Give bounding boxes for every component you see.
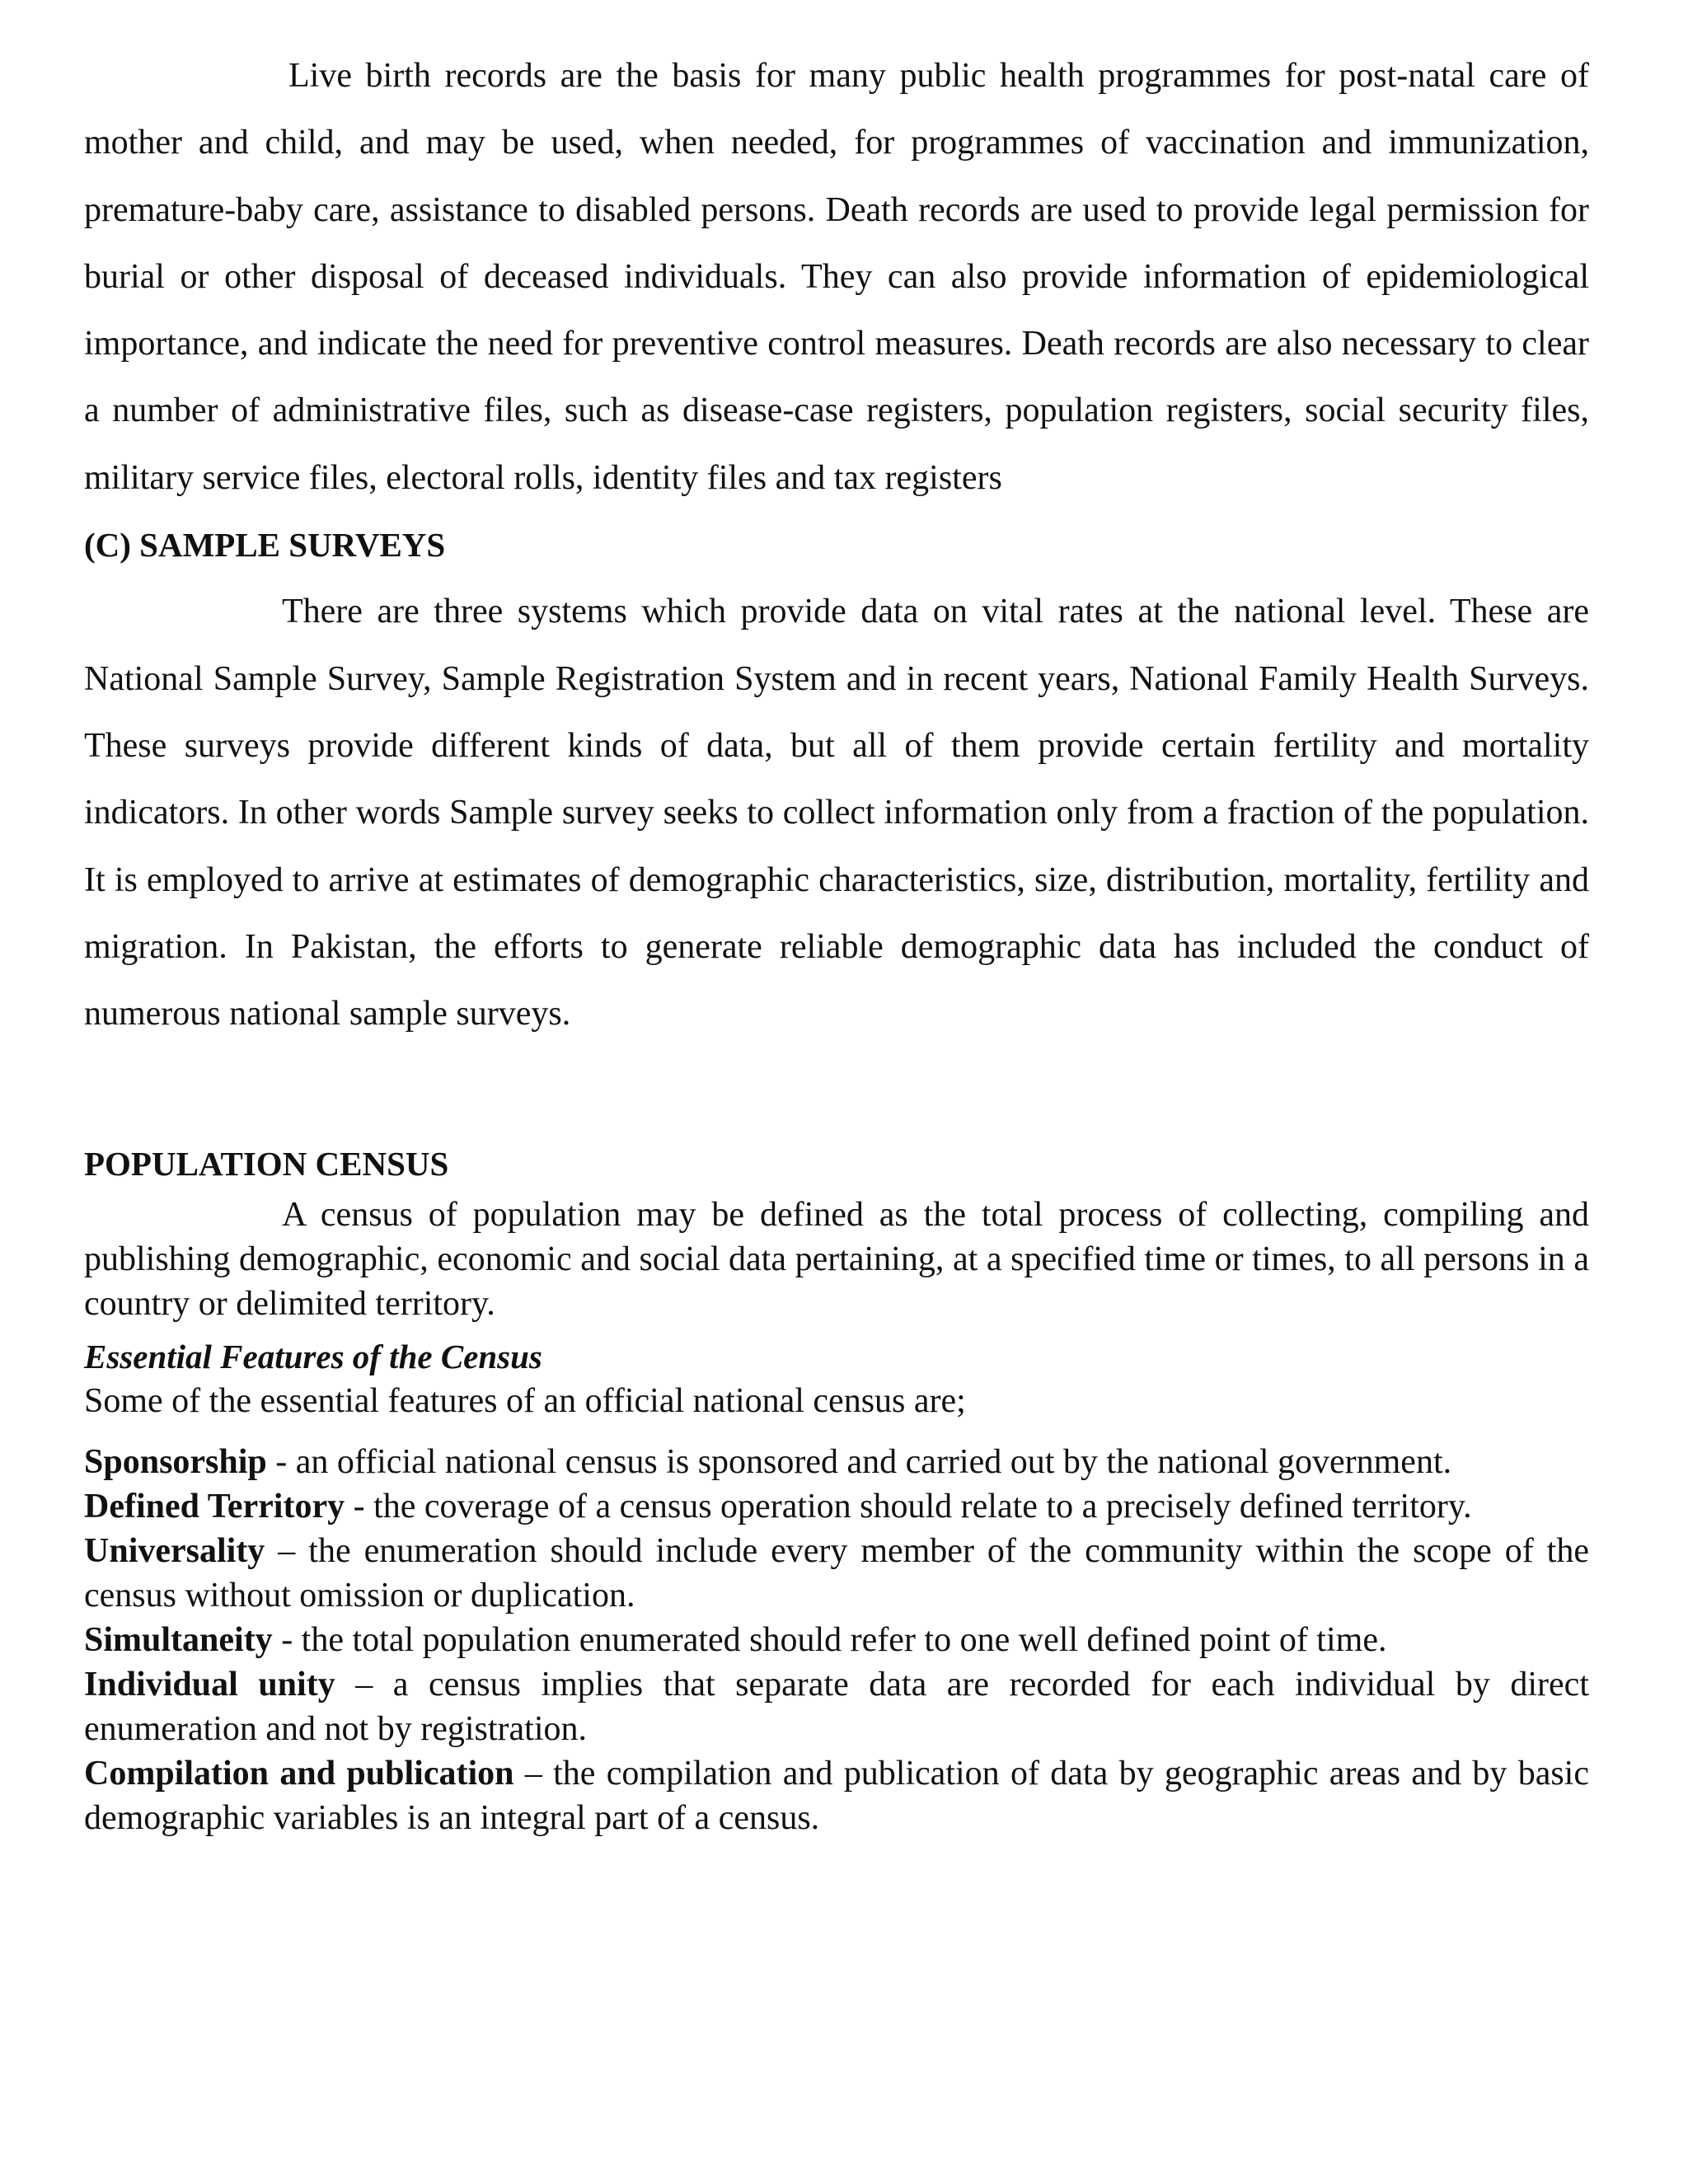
- document-page: [84, 43, 1589, 1840]
- features-list: [84, 1440, 1589, 1840]
- feature-item: [84, 1751, 1589, 1840]
- population-census-heading: POPULATION CENSUS: [84, 1145, 449, 1183]
- feature-item: [84, 1440, 1589, 1484]
- feature-term: Simultaneity: [84, 1621, 273, 1660]
- essential-features-intro: Some of the essential features of an official national census are;: [84, 1382, 966, 1421]
- sample-surveys-paragraph: There are three systems which provide data on vital rates at the national level. These are National Sample Survey, Sample Registration System and in recent years, National Family Health Surveys. These surveys provide different kinds of data, but all of them provide certain fertility and mortality indicators. In other words Sample survey seeks to collect information only from a fraction of the population. It is employed to arrive at estimates of demographic characteristics, size, distribution, mortality, fertility and migration. In Pakistan, the efforts to generate reliable demographic data has included the conduct of numerous national sample surveys.: [84, 593, 1589, 1033]
- feature-description: - an official national census is sponsored and carried out by the national government.: [266, 1443, 1452, 1482]
- vital-records-paragraph: Live birth records are the basis for many public health programmes for post-natal care of mother and child, and may be used, when needed, for programmes of vaccination and immunization, premature-baby care, assistance to disabled persons. Death records are used to provide legal permission for burial or other disposal of deceased individuals. They can also provide information of epidemiological importance, and indicate the need for preventive control measures. Death records are also necessary to clear a number of administrative files, such as disease-case registers, population registers, social security files, military service files, electoral rolls, identity files and tax registers: [84, 57, 1589, 497]
- feature-description: - the coverage of a census operation should relate to a precisely defined territory.: [345, 1488, 1472, 1526]
- feature-term: Compilation and publication: [84, 1755, 514, 1793]
- feature-description: – a census implies that separate data are recorded for each individual by direct enumeration and not by registration.: [84, 1666, 1589, 1749]
- feature-term: Universality: [84, 1532, 265, 1571]
- feature-item: [84, 1529, 1589, 1618]
- feature-description: - the total population enumerated should refer to one well defined point of time.: [272, 1621, 1387, 1660]
- feature-description: – the compilation and publication of data by geographic areas and by basic demographic variables is an integral part of a census.: [84, 1755, 1589, 1838]
- sample-surveys-section: [84, 512, 1589, 1047]
- section-spacer: [84, 1047, 1589, 1135]
- feature-description: – the enumeration should include every member of the community within the scope of the census without omission or duplication.: [84, 1532, 1589, 1615]
- essential-features-subheading: Essential Features of the Census: [84, 1338, 542, 1376]
- feature-term: Defined Territory: [84, 1488, 345, 1526]
- feature-item: [84, 1484, 1589, 1529]
- census-definition-paragraph: A census of population may be defined as the total process of collecting, compiling and publishing demographic, economic and social data pertaining, at a specified time or times, to all persons in a country or delimited territory.: [84, 1196, 1589, 1324]
- feature-term: Individual unity: [84, 1666, 335, 1704]
- feature-term: Sponsorship: [84, 1443, 267, 1482]
- vital-records-section: [84, 43, 1589, 512]
- feature-item: [84, 1618, 1589, 1662]
- sample-surveys-heading: (C) SAMPLE SURVEYS: [84, 526, 446, 565]
- population-census-section: [84, 1135, 1589, 1840]
- feature-item: [84, 1662, 1589, 1751]
